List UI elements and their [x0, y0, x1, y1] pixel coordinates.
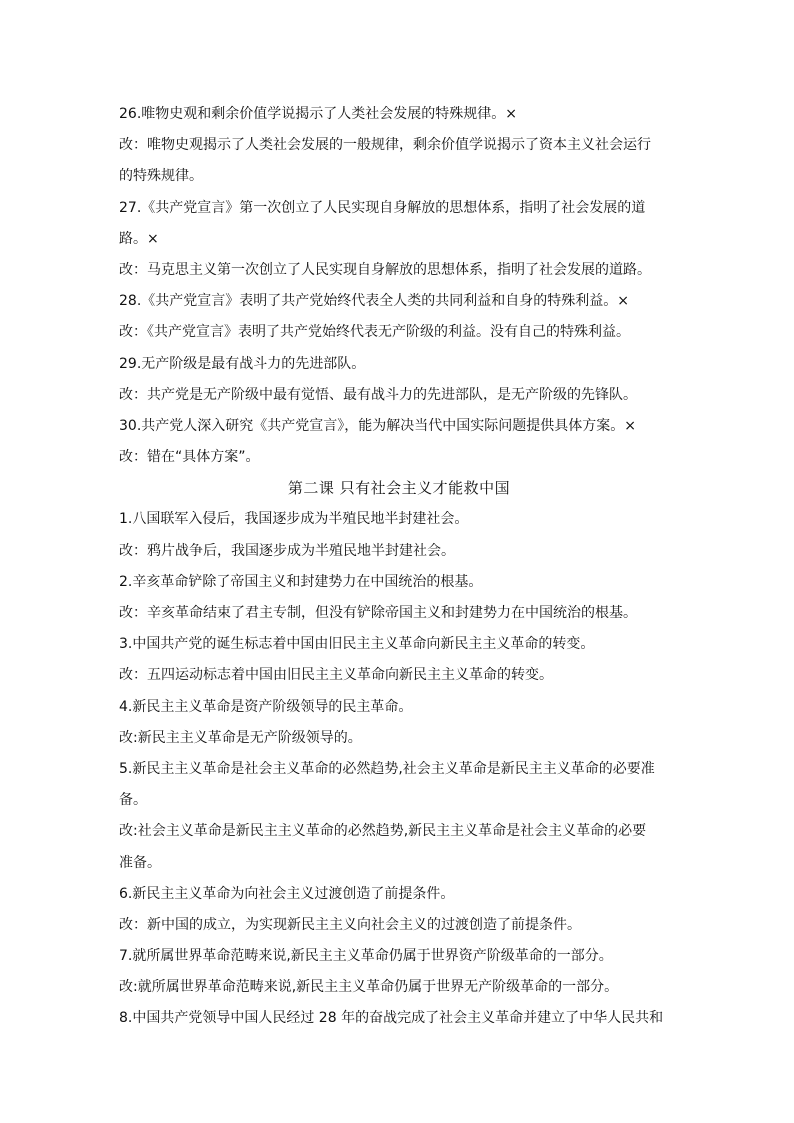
text-line: 改:社会主义革命是新民主主义革命的必然趋势,新民主主义革命是社会主义革命的必要 — [119, 823, 647, 840]
text-line: 28.《共产党宣言》表明了共产党始终代表全人类的共同利益和自身的特殊利益。× — [119, 293, 629, 310]
text-line: 改：错在“具体方案”。 — [119, 449, 260, 466]
text-line: 改：辛亥革命结束了君主专制，但没有铲除帝国主义和封建势力在中国统治的根基。 — [119, 605, 637, 621]
text-line: 改:就所属世界革命范畴来说,新民主主义革命仍属于世界无产阶级革命的一部分。 — [119, 979, 619, 996]
text-line: 26.唯物史观和剩余价值学说揭示了人类社会发展的特殊规律。× — [119, 106, 517, 122]
text-line: 1.八国联军入侵后，我国逐步成为半殖民地半封建社会。 — [119, 511, 469, 528]
text-line: 改：《共产党宣言》表明了共产党始终代表无产阶级的利益。没有自己的特殊利益。 — [119, 324, 630, 341]
text-line: 改：共产党是无产阶级中最有觉悟、最有战斗力的先进部队，是无产阶级的先锋队。 — [119, 386, 637, 403]
text-line: 备。 — [119, 792, 147, 809]
section-heading: 第二课 只有社会主义才能救中国 — [287, 479, 511, 498]
text-line: 7.就所属世界革命范畴来说,新民主主义革命仍属于世界资产阶级革命的一部分。 — [119, 948, 613, 965]
text-line: 6.新民主主义革命为向社会主义过渡创造了前提条件。 — [119, 885, 455, 902]
text-line: 改：新中国的成立，为实现新民主主义向社会主义的过渡创造了前提条件。 — [119, 916, 581, 933]
text-line: 改：马克思主义第一次创立了人民实现自身解放的思想体系，指明了社会发展的道路。 — [119, 261, 651, 278]
text-line: 改:新民主主义革命是无产阶级领导的。 — [119, 729, 362, 746]
text-line: 改：唯物史观揭示了人类社会发展的一般规律，剩余价值学说揭示了资本主义社会运行 — [119, 137, 651, 154]
text-line: 的特殊规律。 — [119, 168, 203, 185]
text-line: 路。× — [119, 230, 159, 247]
text-line: 29.无产阶级是最有战斗力的先进部队。 — [119, 355, 366, 372]
text-line: 改：鸦片战争后，我国逐步成为半殖民地半封建社会。 — [119, 542, 455, 559]
text-line: 改：五四运动标志着中国由旧民主主义革命向新民主主义革命的转变。 — [119, 667, 553, 684]
text-line: 2.辛亥革命铲除了帝国主义和封建势力在中国统治的根基。 — [119, 573, 483, 590]
text-line: 8.中国共产党领导中国人民经过 28 年的奋战完成了社会主义革命并建立了中华人民共和 — [119, 1010, 664, 1027]
text-line: 3.中国共产党的诞生标志着中国由旧民主主义革命向新民主主义革命的转变。 — [119, 636, 595, 653]
text-line: 4.新民主主义革命是资产阶级领导的民主革命。 — [119, 698, 413, 715]
text-line: 准备。 — [119, 854, 161, 871]
text-line: 27.《共产党宣言》第一次创立了人民实现自身解放的思想体系，指明了社会发展的道 — [119, 199, 646, 216]
text-line: 30.共产党人深入研究《共产党宣言》，能为解决当代中国实际问题提供具体方案。× — [119, 417, 636, 434]
document-body — [119, 99, 679, 1035]
text-line: 5.新民主主义革命是社会主义革命的必然趋势,社会主义革命是新民主主义革命的必要准 — [119, 760, 655, 777]
